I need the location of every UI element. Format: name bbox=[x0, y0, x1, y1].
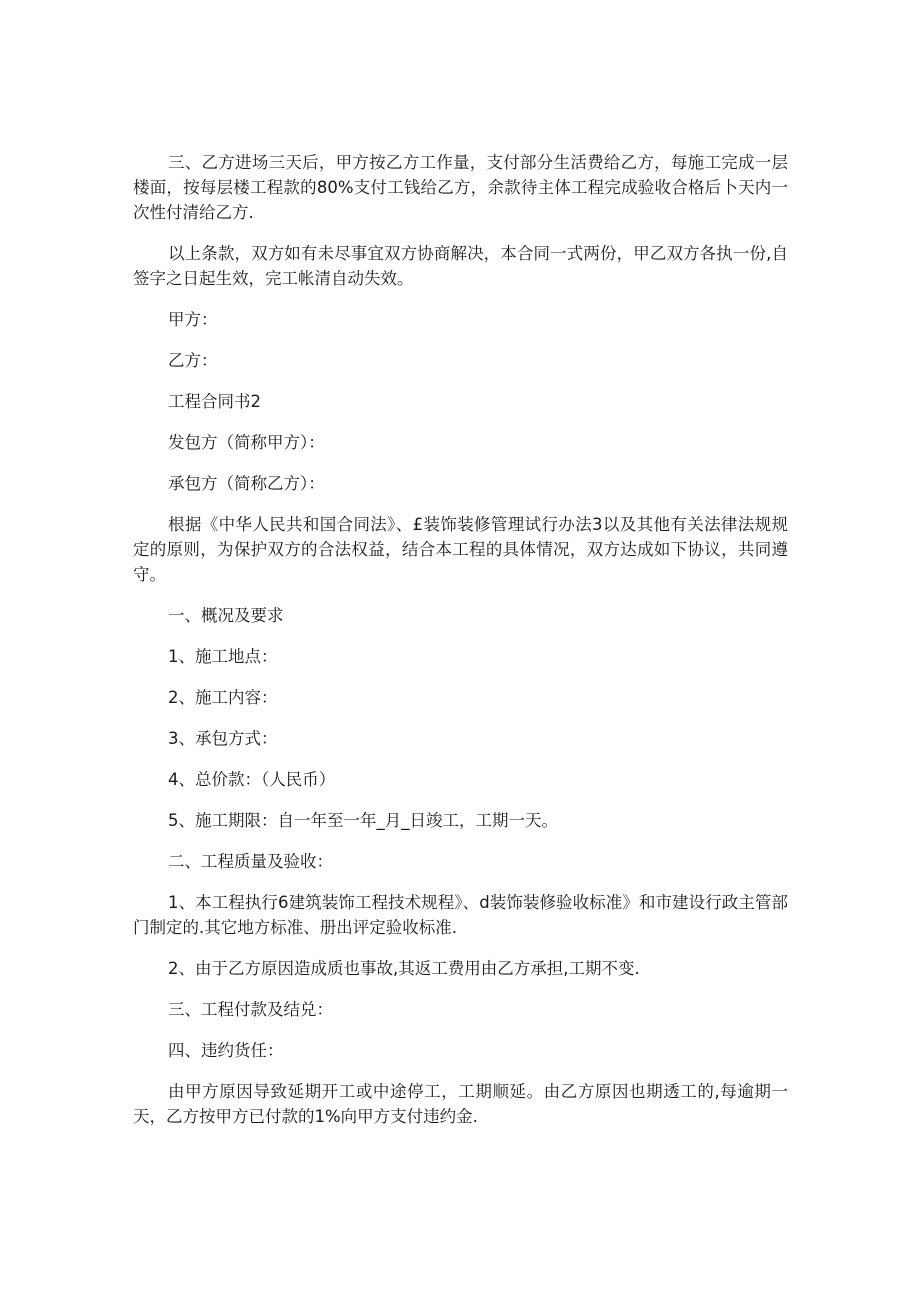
item-work-content: 2、施工内容： bbox=[168, 688, 278, 707]
item-total-price: 4、总价款：（人民币） bbox=[168, 770, 336, 789]
party-b-signature-line: 乙方： bbox=[168, 351, 218, 370]
section-overview-heading: 一、概况及要求 bbox=[168, 606, 284, 625]
paragraph-closing-terms: 以上条款，双方如有未尽事宜双方协商解决，本合同一式两份，甲乙双方各执一份,自签字之日起生效，完工帐清自动失效。 bbox=[133, 244, 788, 288]
subcontractor-line: 承包方（简称乙方）： bbox=[168, 474, 325, 493]
document-body bbox=[133, 150, 788, 1145]
paragraph-payment-terms: 三、乙方进场三天后，甲方按乙方工作量，支付部分生活费给乙方，每施工完成一层楼面，按每层楼工程款的80%支付工钱给乙方，余款待主体工程完成验收合格后卜天内一次性付清给乙方. bbox=[133, 153, 788, 222]
section-breach-heading: 四、违约货任： bbox=[168, 1041, 284, 1060]
contract-title: 工程合同书2 bbox=[168, 392, 261, 411]
section-payment-heading: 三、工程付款及结兑： bbox=[168, 1000, 333, 1019]
item-quality-liability: 2、由于乙方原因造成质也事故,其返工费用由乙方承担,工期不变. bbox=[168, 959, 640, 978]
item-quality-standards: 1、本工程执行6建筑装饰工程技术规程》、d装饰装修验收标准》和市建设行政主管部门制定的.其它地方标准、册出评定验收标准. bbox=[133, 893, 788, 937]
item-contract-method: 3、承包方式： bbox=[168, 729, 278, 748]
item-work-period: 5、施工期限：自一年至一年_月_日竣工，工期一天。 bbox=[168, 811, 558, 830]
contractor-line: 发包方（简称甲方）： bbox=[168, 433, 325, 452]
paragraph-breach-terms: 由甲方原因导致延期开工或中途停工，工期顺延。由乙方原因也期透工的,每逾期一天，乙方按甲方已付款的1%向甲方支付违约金. bbox=[133, 1082, 788, 1126]
party-a-signature-line: 甲方： bbox=[168, 310, 218, 329]
section-quality-heading: 二、工程质量及验收： bbox=[168, 852, 333, 871]
item-site-location: 1、施工地点： bbox=[168, 647, 278, 666]
paragraph-preamble: 根据《中华人民共和国合同法》、£装饰装修管理试行办法3以及其他有关法律法规规定的原则，为保护双方的合法权益，结合本工程的具体情况，双方达成如下协议，共同遵守。 bbox=[133, 515, 788, 584]
